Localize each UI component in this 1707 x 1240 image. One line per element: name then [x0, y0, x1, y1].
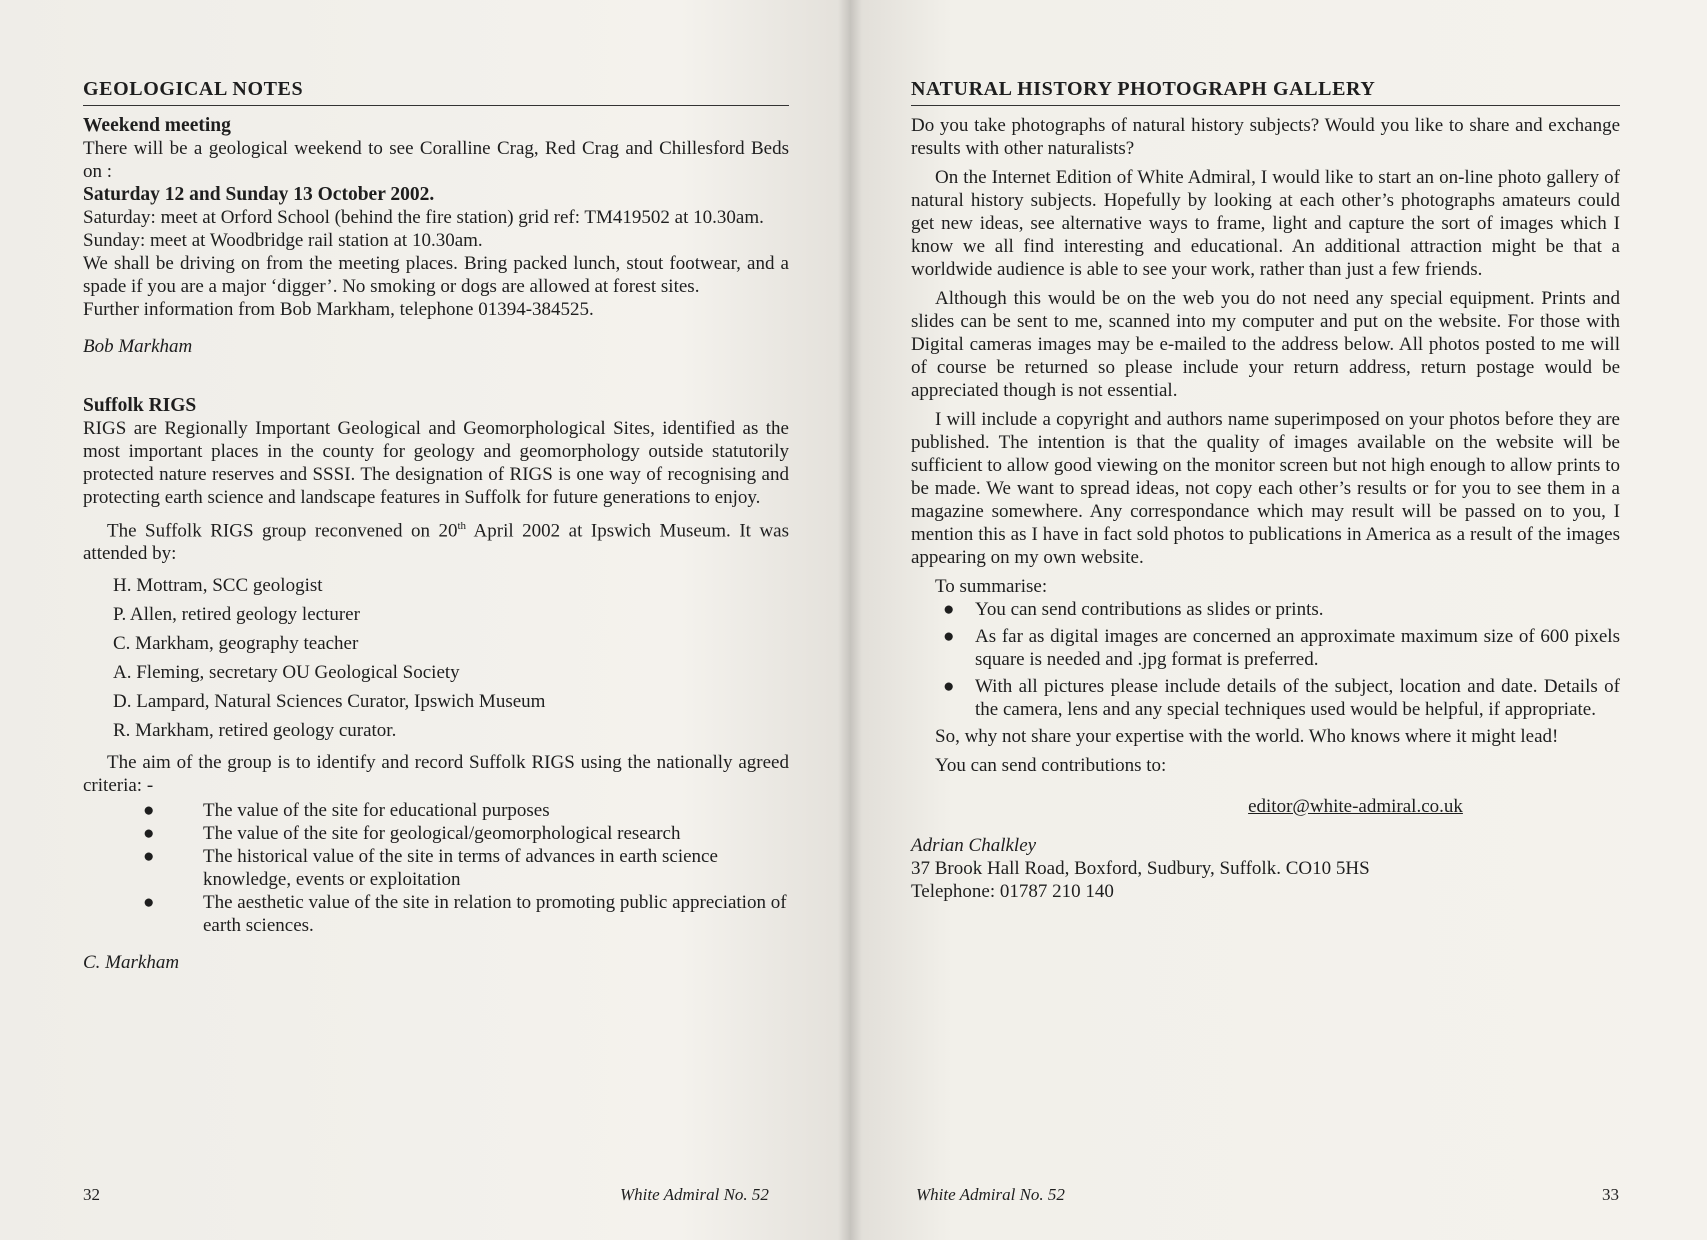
- weekend-intro: There will be a geological weekend to see Coralline Crag, Red Crag and Chillesford Beds on :: [83, 138, 789, 182]
- weekend-dates: Saturday 12 and Sunday 13 October 2002.: [83, 184, 435, 205]
- book-gutter: [838, 0, 862, 1240]
- editor-email-link[interactable]: editor@white-admiral.co.uk: [1248, 796, 1463, 817]
- attendee-item: A. Fleming, secretary OU Geological Society: [113, 662, 460, 684]
- summary-text: With all pictures please include details of the subject, location and date. Details of the camera, lens and any special techniques used would be helpful, if appropriate.: [975, 676, 1620, 720]
- summary-item: [943, 625, 1620, 671]
- contact-block: [911, 834, 1620, 903]
- left-page: [0, 0, 850, 1240]
- rigs-aim: The aim of the group is to identify and record Suffolk RIGS using the nationally agreed criteria: -: [83, 752, 789, 797]
- rigs-signature: C. Markham: [83, 952, 180, 974]
- rigs-p2-start: The Suffolk RIGS group reconvened on 20: [107, 520, 458, 542]
- criteria-item: [143, 891, 789, 937]
- weekend-contact: Further information from Bob Markham, telephone 01394-384525.: [83, 299, 594, 320]
- left-column: [83, 78, 789, 974]
- summary-list: [943, 598, 1620, 721]
- criteria-item: [143, 799, 789, 822]
- section-title-geological-notes: GEOLOGICAL NOTES: [83, 78, 789, 106]
- bullet-icon: ●: [943, 599, 955, 620]
- attendee-item: D. Lampard, Natural Sciences Curator, Ipswich Museum: [113, 691, 546, 713]
- criteria-text: The value of the site for geological/geomorphological research: [203, 823, 681, 845]
- bullet-icon: ●: [943, 626, 955, 647]
- summary-intro: To summarise:: [935, 576, 1048, 597]
- criteria-text: The aesthetic value of the site in relation to promoting public appreciation of earth sciences.: [203, 892, 787, 937]
- gallery-paragraph-6: You can send contributions to:: [935, 755, 1167, 776]
- attendee-item: P. Allen, retired geology lecturer: [113, 604, 360, 626]
- gallery-paragraph-4: I will include a copyright and authors name superimposed on your photos before they are published. The intention is that the quality of images available on the website will be sufficient to allow good viewing on the monitor screen but not high enough to allow prints to be made. We want to spread ideas, not copy each other’s results or for you to see them in a magazine somewhere. Any correspondance which may result will be passed on to you, I mention this as I have in fact sold photos to publications in America as a result of the images appearing on my own website.: [911, 409, 1620, 568]
- suffolk-rigs-heading: Suffolk RIGS: [83, 395, 197, 416]
- criteria-item: [143, 822, 789, 845]
- summary-text: You can send contributions as slides or prints.: [975, 599, 1324, 620]
- author-telephone: Telephone: 01787 210 140: [911, 881, 1114, 902]
- attendee-item: H. Mottram, SCC geologist: [113, 575, 323, 597]
- gallery-paragraph-5: So, why not share your expertise with the world. Who knows where it might lead!: [935, 726, 1559, 747]
- bullet-icon: ●: [943, 676, 955, 697]
- weekend-saturday: Saturday: meet at Orford School (behind the fire station) grid ref: TM419502 at 10.30am.: [83, 207, 764, 228]
- weekend-signature: Bob Markham: [83, 336, 193, 357]
- weekend-sunday: Sunday: meet at Woodbridge rail station at 10.30am.: [83, 230, 483, 251]
- bullet-icon: ●: [143, 846, 155, 868]
- weekend-details: We shall be driving on from the meeting places. Bring packed lunch, stout footwear, and a spade if you are a major ‘digger’. No smoking or dogs are allowed at forest sites.: [83, 253, 789, 297]
- rigs-paragraph-1: RIGS are Regionally Important Geological and Geomorphological Sites, identified as the most important places in the county for geology and geomorphology outside statutorily protected nature reserves and SSSI. The designation of RIGS is one way of recognising and protecting earth science and landscape features in Suffolk for future generations to enjoy.: [83, 418, 789, 508]
- attendee-item: R. Markham, retired geology curator.: [113, 720, 397, 742]
- criteria-list: [143, 799, 789, 937]
- attendee-list: [113, 571, 789, 745]
- rigs-paragraph-2: [83, 515, 789, 565]
- author-address: 37 Brook Hall Road, Boxford, Sudbury, Suffolk. CO10 5HS: [911, 858, 1370, 879]
- summary-item: [943, 598, 1620, 621]
- right-column: [911, 78, 1620, 903]
- bullet-icon: ●: [143, 892, 155, 914]
- section-title-photo-gallery: NATURAL HISTORY PHOTOGRAPH GALLERY: [911, 78, 1620, 106]
- gallery-paragraph-1: Do you take photographs of natural history subjects? Would you like to share and exchange results with other naturalists?: [911, 115, 1620, 159]
- gallery-paragraph-2: On the Internet Edition of White Admiral, I would like to start an on-line photo gallery of natural history subjects. Hopefully by looking at each other’s photographs amateurs could get new ideas, see alternative ways to frame, light and capture the sort of images which I know we all find interesting and educational. An additional attraction might be that a worldwide audience is able to see your work, rather than just a few friends.: [911, 167, 1620, 280]
- journal-title-right: White Admiral No. 52: [916, 1185, 1065, 1204]
- weekend-meeting-heading: Weekend meeting: [83, 115, 231, 136]
- criteria-text: The historical value of the site in terms of advances in earth science knowledge, events or exploitation: [203, 846, 718, 891]
- attendee-item: C. Markham, geography teacher: [113, 633, 359, 655]
- summary-item: [943, 675, 1620, 721]
- criteria-item: [143, 845, 789, 891]
- rigs-p2-superscript: th: [457, 520, 467, 532]
- author-name: Adrian Chalkley: [911, 835, 1037, 856]
- page-number-left: 32: [83, 1185, 100, 1204]
- journal-title-left: White Admiral No. 52: [620, 1185, 769, 1204]
- section-spacer: [83, 358, 789, 394]
- gallery-paragraph-3: Although this would be on the web you do not need any special equipment. Prints and slides can be sent to me, scanned into my computer and put on the website. For those with Digital cameras images may be e-mailed to the address below. All photos posted to me will of course be returned so please include your return address, return postage would be appreciated though is not essential.: [911, 288, 1620, 401]
- rigs-p2-end: April 2002 at Ipswich Museum. It was attended by:: [83, 520, 790, 565]
- bullet-icon: ●: [143, 800, 155, 822]
- criteria-text: The value of the site for educational purposes: [203, 800, 550, 822]
- summary-text: As far as digital images are concerned an approximate maximum size of 600 pixels square is needed and .jpg format is preferred.: [975, 626, 1620, 670]
- page-number-right: 33: [1602, 1185, 1619, 1204]
- bullet-icon: ●: [143, 823, 155, 845]
